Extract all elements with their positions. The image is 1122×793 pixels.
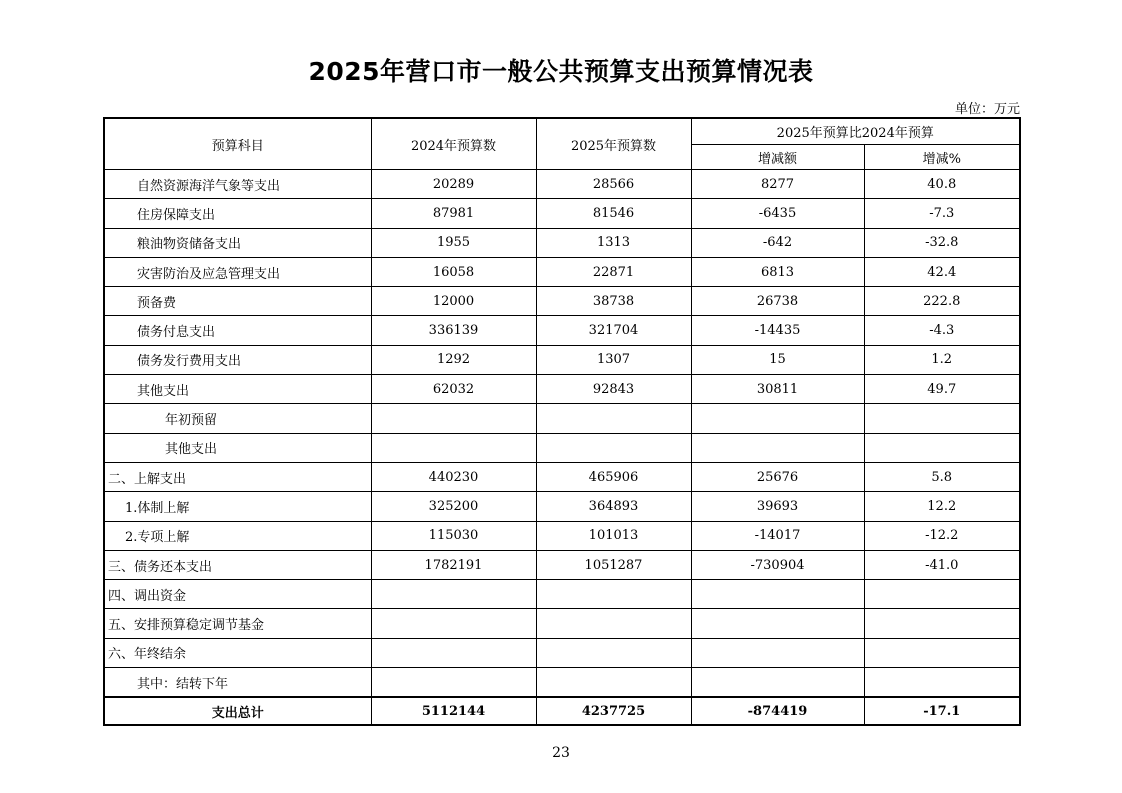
cell-2024: 1955	[371, 228, 536, 257]
cell-pct: -4.3	[864, 316, 1020, 345]
cell-pct	[864, 433, 1020, 462]
cell-2025: 1307	[536, 345, 691, 374]
cell-diff: 26738	[691, 287, 864, 316]
cell-2025	[536, 638, 691, 667]
cell-pct: 5.8	[864, 462, 1020, 491]
row-label: 二、上解支出	[104, 462, 371, 491]
row-label: 五、安排预算稳定调节基金	[104, 609, 371, 638]
cell-2025: 364893	[536, 492, 691, 521]
cell-2025	[536, 580, 691, 609]
header-compare: 2025年预算比2024年预算	[691, 118, 1020, 145]
row-label: 债务付息支出	[104, 316, 371, 345]
row-label: 住房保障支出	[104, 199, 371, 228]
row-label: 其他支出	[104, 375, 371, 404]
table-row	[104, 170, 1020, 199]
cell-2025: 1051287	[536, 550, 691, 579]
cell-pct: 12.2	[864, 492, 1020, 521]
cell-2025	[536, 609, 691, 638]
cell-diff: 30811	[691, 375, 864, 404]
table-row	[104, 375, 1020, 404]
cell-2025: 465906	[536, 462, 691, 491]
cell-2024: 115030	[371, 521, 536, 550]
cell-pct: 222.8	[864, 287, 1020, 316]
header-pct: 增减%	[864, 145, 1020, 170]
table-row	[104, 492, 1020, 521]
table-row	[104, 257, 1020, 286]
cell-2024: 87981	[371, 199, 536, 228]
header-subject: 预算科目	[104, 118, 371, 170]
cell-2025: 81546	[536, 199, 691, 228]
header-2024: 2024年预算数	[371, 118, 536, 170]
cell-2024: 12000	[371, 287, 536, 316]
cell-2025: 1313	[536, 228, 691, 257]
cell-diff: -14017	[691, 521, 864, 550]
cell-2024: 440230	[371, 462, 536, 491]
cell-pct	[864, 668, 1020, 698]
cell-2024	[371, 433, 536, 462]
row-label: 年初预留	[104, 404, 371, 433]
row-label: 自然资源海洋气象等支出	[104, 170, 371, 199]
total-label: 支出总计	[104, 697, 371, 725]
row-label: 四、调出资金	[104, 580, 371, 609]
cell-2025	[536, 433, 691, 462]
unit-label: 单位：万元	[954, 102, 1020, 117]
table-row	[104, 404, 1020, 433]
cell-pct: 1.2	[864, 345, 1020, 374]
row-label: 债务发行费用支出	[104, 345, 371, 374]
cell-2024: 62032	[371, 375, 536, 404]
cell-diff: 25676	[691, 462, 864, 491]
row-label: 1.体制上解	[104, 492, 371, 521]
total-2025: 4237725	[536, 697, 691, 725]
cell-pct	[864, 404, 1020, 433]
total-pct: -17.1	[864, 697, 1020, 725]
row-label: 2.专项上解	[104, 521, 371, 550]
cell-diff: 8277	[691, 170, 864, 199]
cell-2025: 321704	[536, 316, 691, 345]
cell-pct	[864, 638, 1020, 667]
cell-2025: 22871	[536, 257, 691, 286]
table-row	[104, 316, 1020, 345]
cell-diff: -14435	[691, 316, 864, 345]
row-label: 预备费	[104, 287, 371, 316]
header-2025: 2025年预算数	[536, 118, 691, 170]
total-2024: 5112144	[371, 697, 536, 725]
table-row	[104, 580, 1020, 609]
row-label: 六、年终结余	[104, 638, 371, 667]
budget-table	[103, 117, 1021, 726]
cell-diff	[691, 638, 864, 667]
cell-2024	[371, 609, 536, 638]
table-row	[104, 609, 1020, 638]
cell-diff: -730904	[691, 550, 864, 579]
cell-2024	[371, 580, 536, 609]
cell-2024: 1292	[371, 345, 536, 374]
cell-2024	[371, 668, 536, 698]
cell-diff	[691, 404, 864, 433]
table-row	[104, 345, 1020, 374]
cell-2025	[536, 404, 691, 433]
cell-pct: -12.2	[864, 521, 1020, 550]
cell-diff: -642	[691, 228, 864, 257]
row-label: 三、债务还本支出	[104, 550, 371, 579]
cell-diff	[691, 580, 864, 609]
page-number: 23	[552, 745, 570, 761]
cell-2025: 101013	[536, 521, 691, 550]
cell-pct: -41.0	[864, 550, 1020, 579]
cell-diff: -6435	[691, 199, 864, 228]
header-diff: 增减额	[691, 145, 864, 170]
cell-2024: 325200	[371, 492, 536, 521]
cell-2025	[536, 668, 691, 698]
cell-diff	[691, 668, 864, 698]
cell-2025: 38738	[536, 287, 691, 316]
cell-pct: 42.4	[864, 257, 1020, 286]
row-label: 其中：结转下年	[104, 668, 371, 698]
table-row	[104, 462, 1020, 491]
cell-pct: 49.7	[864, 375, 1020, 404]
cell-2024: 20289	[371, 170, 536, 199]
cell-diff	[691, 433, 864, 462]
cell-2024	[371, 404, 536, 433]
page-title: 2025年营口市一般公共预算支出预算情况表	[308, 57, 814, 86]
table-row	[104, 550, 1020, 579]
cell-pct	[864, 580, 1020, 609]
cell-pct: -32.8	[864, 228, 1020, 257]
cell-2024: 1782191	[371, 550, 536, 579]
cell-2024	[371, 638, 536, 667]
cell-diff: 39693	[691, 492, 864, 521]
cell-2024: 336139	[371, 316, 536, 345]
total-diff: -874419	[691, 697, 864, 725]
table-row	[104, 668, 1020, 698]
table-row	[104, 433, 1020, 462]
cell-pct: -7.3	[864, 199, 1020, 228]
cell-diff	[691, 609, 864, 638]
cell-2024: 16058	[371, 257, 536, 286]
cell-2025: 92843	[536, 375, 691, 404]
row-label: 其他支出	[104, 433, 371, 462]
cell-pct: 40.8	[864, 170, 1020, 199]
table-row	[104, 199, 1020, 228]
cell-2025: 28566	[536, 170, 691, 199]
cell-pct	[864, 609, 1020, 638]
cell-diff: 6813	[691, 257, 864, 286]
table-row	[104, 521, 1020, 550]
table-row	[104, 287, 1020, 316]
table-row	[104, 638, 1020, 667]
row-label: 粮油物资储备支出	[104, 228, 371, 257]
row-label: 灾害防治及应急管理支出	[104, 257, 371, 286]
cell-diff: 15	[691, 345, 864, 374]
total-row	[104, 697, 1020, 725]
table-row	[104, 228, 1020, 257]
